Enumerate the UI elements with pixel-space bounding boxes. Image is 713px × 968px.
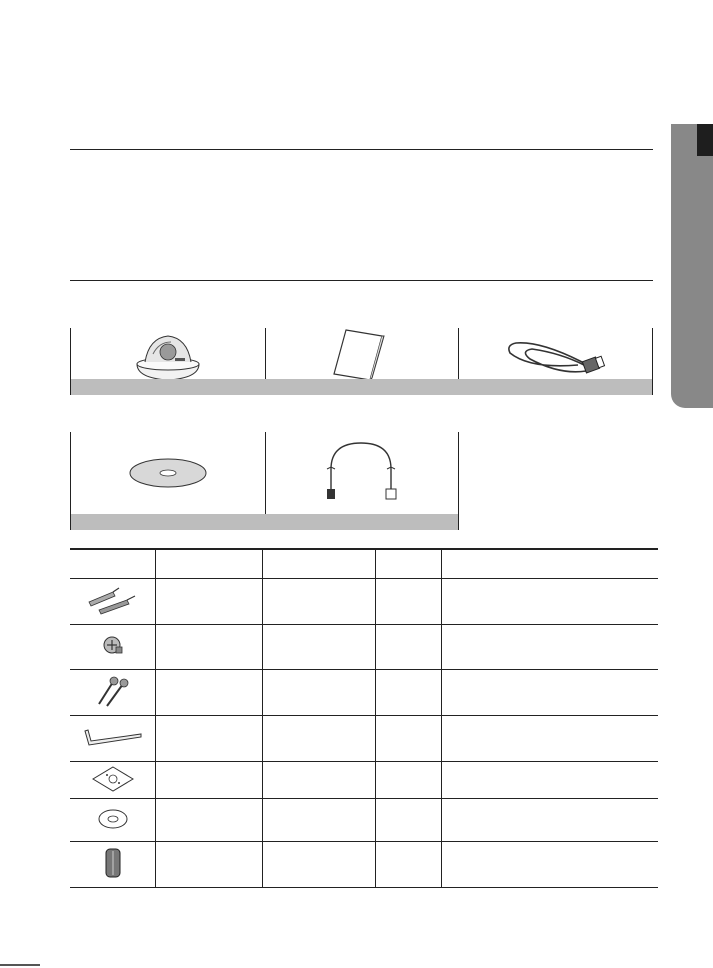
power-cable-icon (500, 329, 610, 379)
template-sheet-icon (91, 765, 135, 793)
table-row (70, 579, 658, 625)
side-chapter-tab-marker (697, 124, 713, 156)
package-item-label (264, 379, 458, 395)
package-item-label (71, 379, 265, 395)
table-cell (156, 716, 263, 762)
package-item-label (458, 379, 652, 395)
table-row (70, 670, 658, 716)
table-header (263, 549, 376, 579)
plastic-anchors-icon (83, 582, 143, 618)
table-cell (263, 842, 376, 888)
table-header-row (70, 549, 658, 579)
table-row (70, 716, 658, 762)
table-cell (376, 670, 442, 716)
package-item-camera (70, 328, 266, 395)
table-cell (442, 842, 659, 888)
table-cell (156, 762, 263, 799)
side-chapter-tab (671, 124, 713, 408)
table-header (376, 549, 442, 579)
ferrite-core-icon (101, 845, 125, 881)
test-cable-icon (321, 437, 401, 509)
table-cell (263, 716, 376, 762)
package-item-booklet (264, 328, 459, 395)
table-header (156, 549, 263, 579)
package-item-cd (70, 432, 266, 530)
table-row (70, 842, 658, 888)
page-edge-mark (0, 964, 40, 966)
table-cell (263, 799, 376, 842)
table-cell (376, 716, 442, 762)
table-cell (442, 579, 659, 625)
table-row (70, 799, 658, 842)
accessory-table (70, 548, 658, 888)
table-cell (156, 842, 263, 888)
table-cell (156, 799, 263, 842)
table-cell (376, 579, 442, 625)
section-divider-bottom (70, 280, 653, 281)
washer-icon (96, 807, 130, 831)
table-cell (156, 579, 263, 625)
tapping-screws-icon (93, 674, 133, 708)
table-header (442, 549, 659, 579)
package-item-label (71, 514, 265, 530)
table-cell (156, 625, 263, 670)
table-cell (376, 842, 442, 888)
table-cell (442, 625, 659, 670)
l-wrench-icon (81, 725, 145, 749)
package-item-test-cable (264, 432, 459, 530)
table-cell (156, 670, 263, 716)
table-cell (376, 799, 442, 842)
screw-icon (98, 631, 128, 661)
table-cell (442, 670, 659, 716)
table-cell (442, 799, 659, 842)
table-cell (263, 625, 376, 670)
table-cell (442, 716, 659, 762)
table-cell (376, 625, 442, 670)
dome-camera-icon (123, 324, 213, 384)
table-cell (263, 762, 376, 799)
package-item-label (264, 514, 458, 530)
table-cell (376, 762, 442, 799)
table-row (70, 762, 658, 799)
package-item-power-cable (458, 328, 653, 395)
section-divider-top (70, 149, 653, 150)
table-cell (263, 670, 376, 716)
table-cell (442, 762, 659, 799)
table-row (70, 625, 658, 670)
table-header (70, 549, 156, 579)
table-cell (263, 579, 376, 625)
booklet-icon (326, 326, 396, 382)
cd-icon (123, 453, 213, 493)
